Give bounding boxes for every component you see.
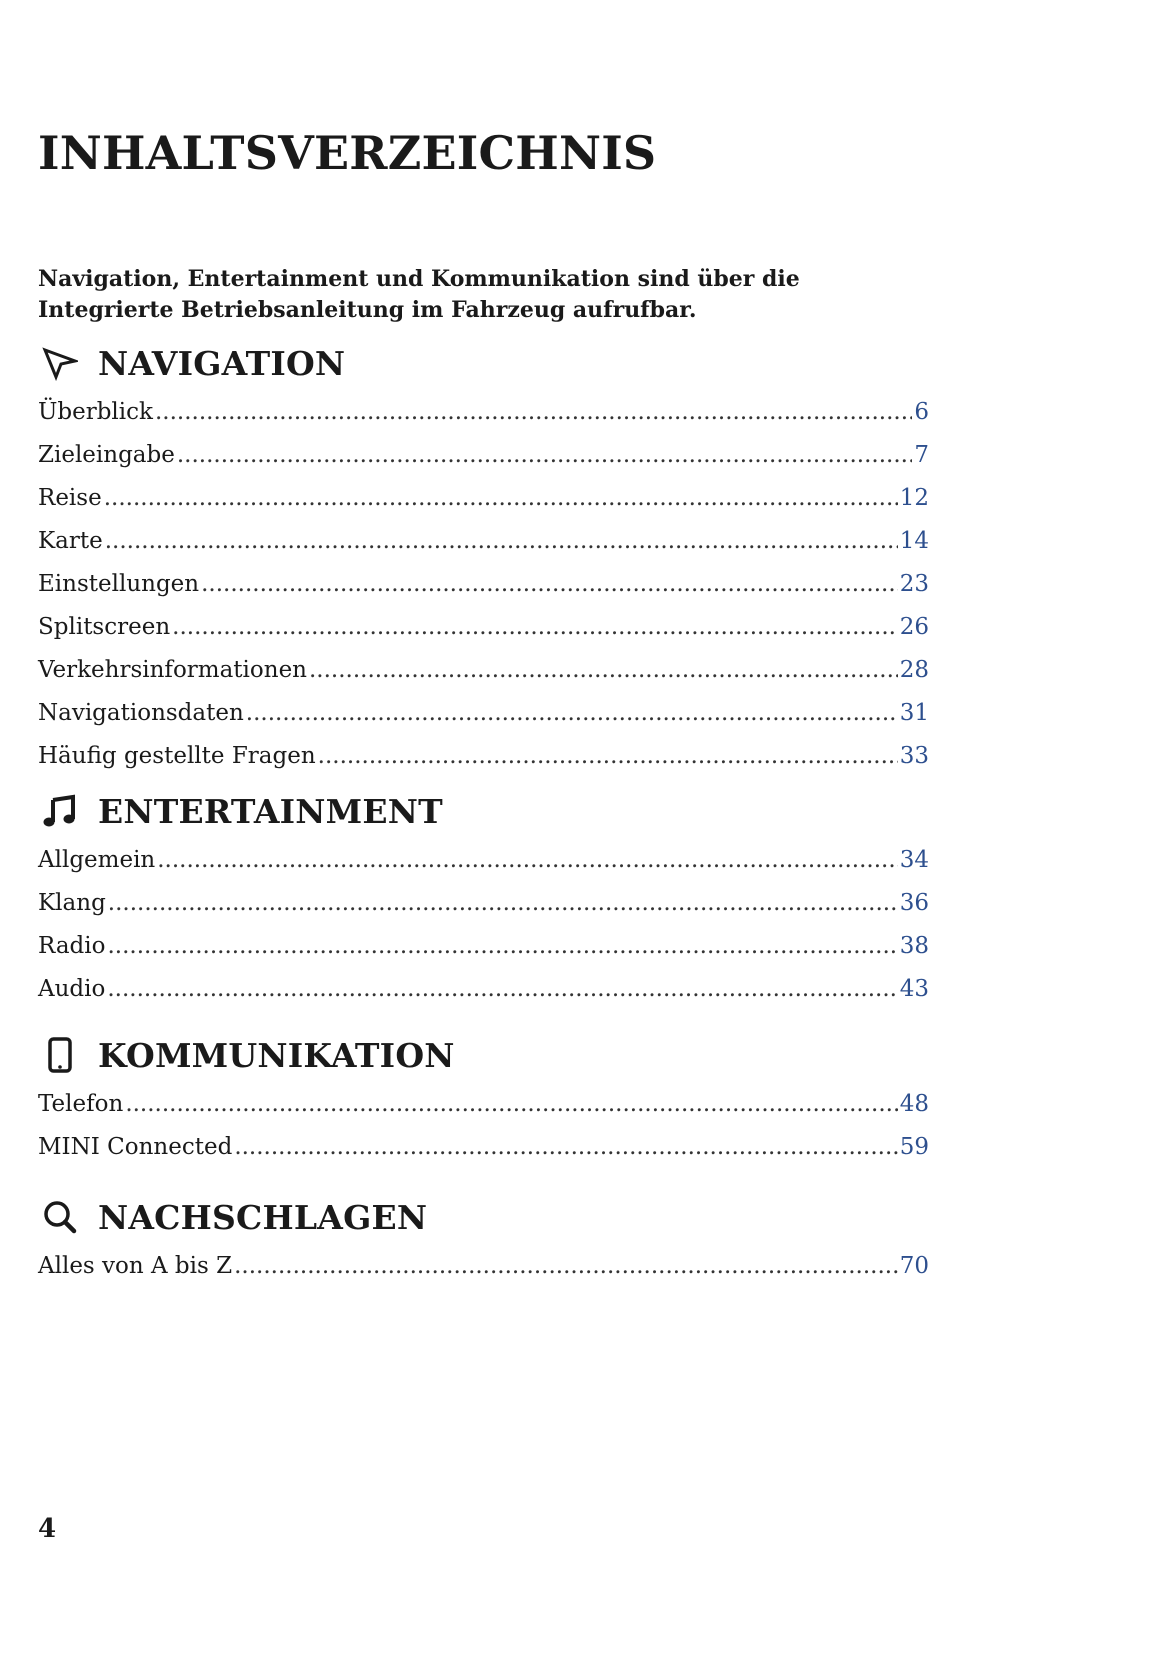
- music-note-icon: [40, 791, 80, 831]
- toc-page: [38, 0, 938, 1653]
- toc-page-number[interactable]: 38: [899, 933, 929, 959]
- toc-entry-label: Häufig gestellte Fragen: [38, 743, 316, 769]
- toc-entry-label: Zieleingabe: [38, 442, 175, 468]
- section-header: [38, 341, 938, 385]
- toc-entry[interactable]: [38, 1083, 929, 1126]
- toc-list: [38, 1083, 938, 1169]
- section-header: [38, 789, 938, 833]
- toc-entry-label: Radio: [38, 933, 106, 959]
- section-entertainment: [38, 789, 938, 1011]
- section-title: KOMMUNIKATION: [98, 1035, 455, 1075]
- toc-page-number[interactable]: 14: [899, 528, 929, 554]
- toc-entry-label: Alles von A bis Z: [38, 1253, 233, 1279]
- toc-entry[interactable]: [38, 692, 929, 735]
- section-title: ENTERTAINMENT: [98, 791, 443, 831]
- toc-page-number[interactable]: 28: [899, 657, 929, 683]
- toc-page-number[interactable]: 12: [899, 485, 929, 511]
- toc-entry-label: Verkehrsinformationen: [38, 657, 307, 683]
- toc-leader-dots: [234, 1245, 898, 1288]
- toc-entry-label: Allgemein: [38, 847, 156, 873]
- toc-page-number[interactable]: 6: [914, 399, 929, 425]
- toc-leader-dots: [105, 520, 898, 563]
- toc-leader-dots: [234, 1126, 897, 1169]
- toc-page-number[interactable]: 31: [899, 700, 929, 726]
- page-number: 4: [38, 1514, 57, 1544]
- toc-entry[interactable]: [38, 649, 929, 692]
- toc-leader-dots: [309, 649, 898, 692]
- toc-list: [38, 839, 938, 1011]
- toc-page-number[interactable]: 36: [899, 890, 929, 916]
- section-kommunikation: [38, 1033, 938, 1169]
- toc-list: [38, 391, 938, 778]
- toc-page-number[interactable]: 48: [899, 1091, 929, 1117]
- toc-entry-label: Karte: [38, 528, 103, 554]
- toc-entry-label: Splitscreen: [38, 614, 171, 640]
- toc-entry[interactable]: [38, 839, 929, 882]
- toc-entry[interactable]: [38, 925, 929, 968]
- toc-page-number[interactable]: 33: [899, 743, 929, 769]
- toc-leader-dots: [318, 735, 898, 778]
- section-header: [38, 1033, 938, 1077]
- toc-entry-label: MINI Connected: [38, 1134, 233, 1160]
- toc-entry[interactable]: [38, 882, 929, 925]
- toc-list: [38, 1245, 938, 1288]
- toc-entry-label: Navigationsdaten: [38, 700, 244, 726]
- section-navigation: [38, 341, 938, 778]
- section-title: NAVIGATION: [98, 343, 346, 383]
- toc-entry-label: Einstellungen: [38, 571, 200, 597]
- toc-entry-label: Überblick: [38, 399, 153, 425]
- toc-entry[interactable]: [38, 391, 929, 434]
- toc-entry[interactable]: [38, 735, 929, 778]
- toc-leader-dots: [177, 434, 913, 477]
- phone-icon: [40, 1035, 80, 1075]
- toc-leader-dots: [125, 1083, 897, 1126]
- toc-entry[interactable]: [38, 434, 929, 477]
- section-nachschlagen: [38, 1195, 938, 1288]
- toc-entry[interactable]: [38, 1126, 929, 1169]
- toc-entry-label: Audio: [38, 976, 106, 1002]
- toc-page-number[interactable]: 43: [899, 976, 929, 1002]
- toc-entry[interactable]: [38, 606, 929, 649]
- toc-leader-dots: [108, 882, 898, 925]
- toc-page-number[interactable]: 70: [899, 1253, 929, 1279]
- toc-leader-dots: [157, 839, 897, 882]
- toc-page-number[interactable]: 59: [899, 1134, 929, 1160]
- toc-leader-dots: [107, 968, 897, 1011]
- page-title: INHALTSVERZEICHNIS: [38, 126, 657, 180]
- toc-entry-label: Reise: [38, 485, 102, 511]
- toc-leader-dots: [104, 477, 898, 520]
- toc-page-number[interactable]: 26: [899, 614, 929, 640]
- toc-leader-dots: [201, 563, 898, 606]
- toc-leader-dots: [172, 606, 898, 649]
- toc-entry[interactable]: [38, 563, 929, 606]
- toc-leader-dots: [155, 391, 912, 434]
- section-title: NACHSCHLAGEN: [98, 1197, 428, 1237]
- section-header: [38, 1195, 938, 1239]
- intro-text: Navigation, Entertainment und Kommunikation sind über die Integrierte Betriebsanleitung im Fahrzeug aufrufbar.: [38, 266, 800, 323]
- toc-entry-label: Telefon: [38, 1091, 124, 1117]
- toc-leader-dots: [107, 925, 897, 968]
- toc-entry-label: Klang: [38, 890, 106, 916]
- navigation-arrow-icon: [40, 343, 80, 383]
- toc-entry[interactable]: [38, 1245, 929, 1288]
- toc-page-number[interactable]: 34: [899, 847, 929, 873]
- toc-leader-dots: [246, 692, 898, 735]
- toc-entry[interactable]: [38, 477, 929, 520]
- toc-page-number[interactable]: 7: [914, 442, 929, 468]
- toc-entry[interactable]: [38, 968, 929, 1011]
- toc-entry[interactable]: [38, 520, 929, 563]
- search-icon: [40, 1197, 80, 1237]
- toc-page-number[interactable]: 23: [899, 571, 929, 597]
